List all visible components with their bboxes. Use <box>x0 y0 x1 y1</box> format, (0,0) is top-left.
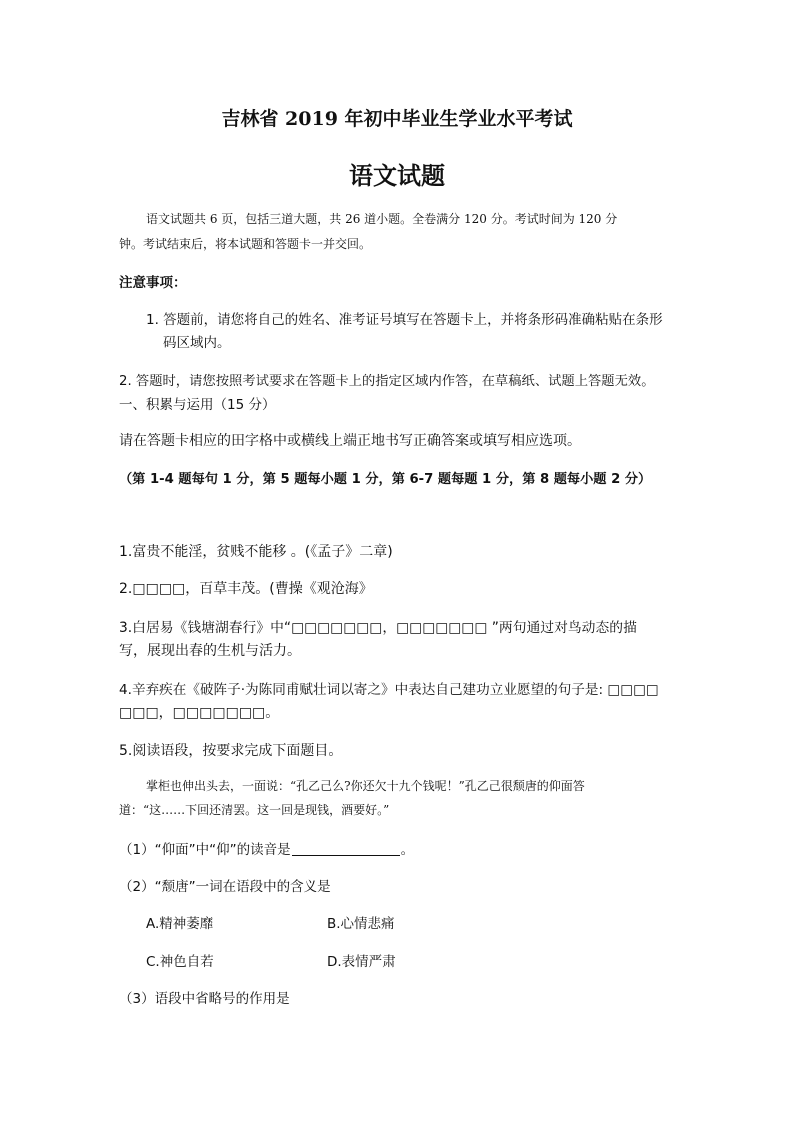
option-c: C.神色自若 <box>146 954 214 970</box>
subquestion-2: （2）“颓唐”一词在语段中的含义是 <box>119 879 331 895</box>
exam-title: 吉林省 2019 年初中毕业生学业水平考试 <box>221 108 573 130</box>
passage-line-1: 掌柜也伸出头去，一面说：“孔乙己么?你还欠十九个钱呢！”孔乙己很颓唐的仰面答 <box>146 779 585 793</box>
section-1-scoring: （第 1-4 题每句 1 分，第 5 题每小题 1 分，第 6-7 题每题 1 分，第 8 题每小题 2 分） <box>119 472 652 487</box>
subquestion-1-end: 。 <box>400 842 415 858</box>
subject-title: 语文试题 <box>349 161 445 190</box>
subquestion-1-text: （1）“仰面”中“仰”的读音是 <box>119 842 291 858</box>
question-4-line-2: □□□，□□□□□□□。 <box>119 705 280 721</box>
question-1: 1.富贵不能淫，贫贱不能移 。(《孟子》二章) <box>119 544 393 560</box>
question-4-line-1: 4.辛弃疾在《破阵子·为陈同甫赋壮词以寄之》中表达自己建功立业愿望的句子是: □□□□ <box>119 682 659 698</box>
subquestion-1 <box>119 838 414 858</box>
question-2: 2.□□□□，百草丰茂。(曹操《观沧海》 <box>119 581 373 597</box>
answer-blank <box>292 841 400 856</box>
question-3-line-1: 3.白居易《钱塘湖春行》中“□□□□□□□，□□□□□□□ ”两句通过对鸟动态的描 <box>119 620 637 636</box>
notice-heading: 注意事项： <box>119 275 187 291</box>
notice-item-1-line-2: 码区域内。 <box>163 335 231 351</box>
notice-item-1-line-1: 1. 答题前，请您将自己的姓名、准考证号填写在答题卡上，并将条形码准确粘贴在条形 <box>146 312 663 328</box>
question-3-line-2: 写，展现出春的生机与活力。 <box>119 643 301 659</box>
option-a: A.精神萎靡 <box>146 916 214 932</box>
option-b: B.心情悲痛 <box>327 916 395 932</box>
option-d: D.表情严肃 <box>327 954 396 970</box>
intro-line-2: 钟。考试结束后，将本试题和答题卡一并交回。 <box>119 237 372 251</box>
subquestion-3: （3）语段中省略号的作用是 <box>119 991 290 1007</box>
notice-item-2: 2. 答题时，请您按照考试要求在答题卡上的指定区域内作答，在草稿纸、试题上答题无效。 <box>119 374 655 389</box>
section-1-instruction: 请在答题卡相应的田字格中或横线上端正地书写正确答案或填写相应选项。 <box>119 433 581 449</box>
intro-line-1: 语文试题共 6 页，包括三道大题，共 26 道小题。全卷满分 120 分。考试时间为 120 分 <box>146 212 618 226</box>
question-5: 5.阅读语段，按要求完成下面题目。 <box>119 743 343 759</box>
section-1-heading: 一、积累与运用（15 分） <box>119 397 276 413</box>
passage-line-2: 道：“这……下回还清罢。这一回是现钱，酒要好。” <box>119 803 390 817</box>
